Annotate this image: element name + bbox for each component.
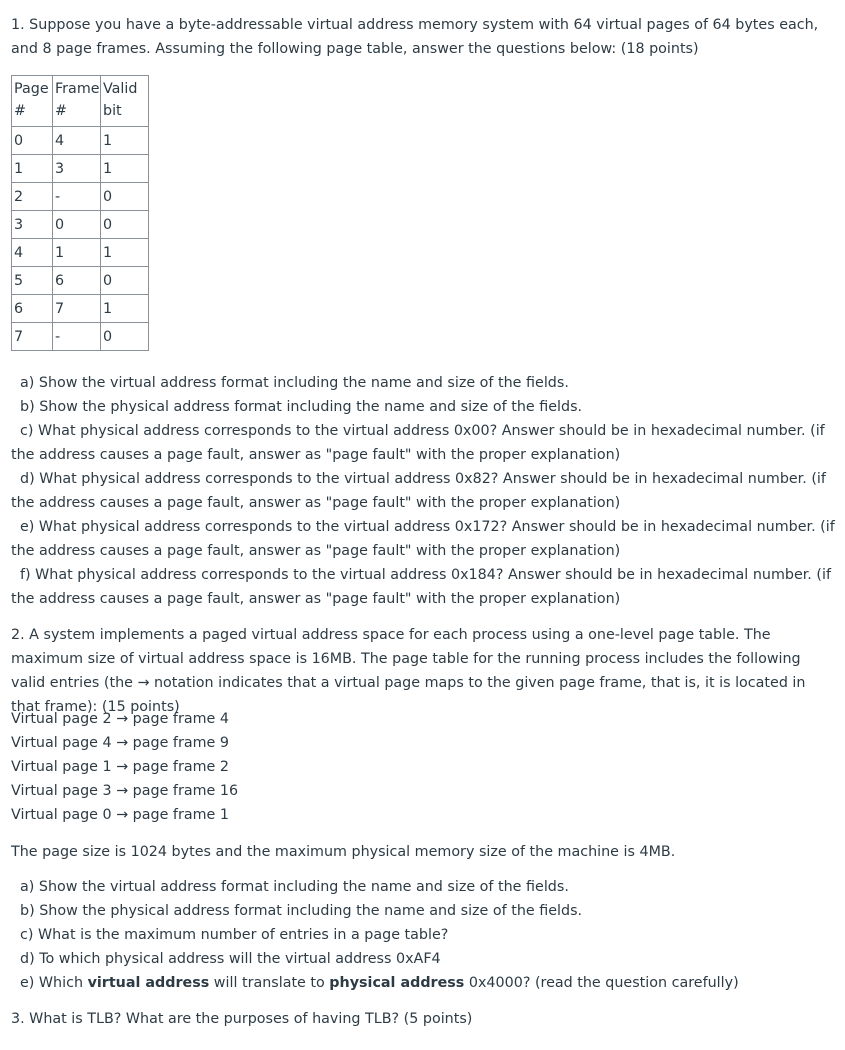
cell-frame: 0 (53, 211, 101, 239)
cell-frame: - (53, 323, 101, 351)
q2-intro: 2. A system implements a paged virtual address space for each process using a one-level page table. The maximum size of virtual address space is 16MB. The page table for the running process includes the following valid entries (the → notation indicates that a virtual page maps to the given page frame, that is, it is located in that frame): (15 points) (11, 627, 806, 715)
q1-part-b: b) Show the physical address format including the name and size of the fields. (20, 399, 583, 415)
q2-part-a: a) Show the virtual address format including the name and size of the fields. (20, 879, 569, 895)
q2-part-e-suffix: 0x4000? (read the question carefully) (464, 975, 739, 991)
cell-frame: 7 (53, 295, 101, 323)
q2-part-e-prefix: e) Which (20, 975, 88, 991)
q2-part-c: c) What is the maximum number of entries in a page table? (20, 927, 449, 943)
q1-part-e: e) What physical address corresponds to the virtual address 0x172? Answer should be in hexadecimal number. (if the address causes a page fault, answer as "page fault" with the proper explanation) (11, 519, 835, 559)
header-frame-number: Frame # (53, 76, 101, 127)
table-row (12, 239, 149, 267)
q1-part-d: d) What physical address corresponds to the virtual address 0x82? Answer should be in hexadecimal number. (if the address causes a page fault, answer as "page fault" with the proper explanation) (11, 471, 826, 511)
q3-text: 3. What is TLB? What are the purposes of having TLB? (5 points) (11, 1011, 473, 1027)
q1-part-f: f) What physical address corresponds to the virtual address 0x184? Answer should be in hexadecimal number. (if the address causes a page fault, answer as "page fault" with the proper explanation) (11, 567, 831, 607)
page-table (11, 75, 149, 351)
cell-page: 2 (12, 183, 53, 211)
cell-page: 6 (12, 295, 53, 323)
cell-valid: 1 (101, 239, 149, 267)
cell-valid: 1 (101, 295, 149, 323)
q1-parts (11, 371, 837, 611)
q2-part-e-mid: will translate to (209, 975, 330, 991)
q2-part-b: b) Show the physical address format including the name and size of the fields. (20, 903, 583, 919)
cell-valid: 0 (101, 183, 149, 211)
cell-page: 3 (12, 211, 53, 239)
table-row (12, 155, 149, 183)
table-row (12, 127, 149, 155)
cell-page: 0 (12, 127, 53, 155)
cell-valid: 0 (101, 211, 149, 239)
cell-page: 1 (12, 155, 53, 183)
cell-frame: 3 (53, 155, 101, 183)
table-row (12, 183, 149, 211)
table-row (12, 323, 149, 351)
cell-page: 5 (12, 267, 53, 295)
mapping-item: Virtual page 1 → page frame 2 (11, 759, 229, 775)
mapping-item: Virtual page 2 → page frame 4 (11, 711, 229, 727)
q1-part-c: c) What physical address corresponds to the virtual address 0x00? Answer should be in hexadecimal number. (if the address causes a page fault, answer as "page fault" with the proper explanation) (11, 423, 825, 463)
header-page-number: Page # (12, 76, 53, 127)
page-table-header-row (12, 76, 149, 127)
cell-page: 7 (12, 323, 53, 351)
table-row (12, 295, 149, 323)
q1-intro: 1. Suppose you have a byte-addressable virtual address memory system with 64 virtual pages of 64 bytes each, and 8 page frames. Assuming the following page table, answer the questions below: (18 points) (11, 17, 819, 57)
cell-frame: 6 (53, 267, 101, 295)
mapping-item: Virtual page 3 → page frame 16 (11, 783, 239, 799)
cell-frame: 4 (53, 127, 101, 155)
q1-part-a: a) Show the virtual address format including the name and size of the fields. (20, 375, 569, 391)
table-row (12, 267, 149, 295)
q2-page-size-note: The page size is 1024 bytes and the maximum physical memory size of the machine is 4MB. (11, 844, 676, 860)
mapping-item: Virtual page 0 → page frame 1 (11, 807, 229, 823)
cell-valid: 1 (101, 127, 149, 155)
header-valid-bit: Valid bit (101, 76, 149, 127)
q2-part-e (11, 971, 837, 995)
q2-mapping-list (11, 707, 837, 827)
mapping-item: Virtual page 4 → page frame 9 (11, 735, 229, 751)
q2-part-d: d) To which physical address will the virtual address 0xAF4 (20, 951, 441, 967)
q2-part-e-physical-address: physical address (329, 975, 465, 991)
cell-valid: 0 (101, 323, 149, 351)
cell-valid: 0 (101, 267, 149, 295)
cell-frame: - (53, 183, 101, 211)
q2-parts (11, 875, 837, 995)
cell-valid: 1 (101, 155, 149, 183)
table-row (12, 211, 149, 239)
cell-page: 4 (12, 239, 53, 267)
q2-part-e-virtual-address: virtual address (87, 975, 210, 991)
cell-frame: 1 (53, 239, 101, 267)
